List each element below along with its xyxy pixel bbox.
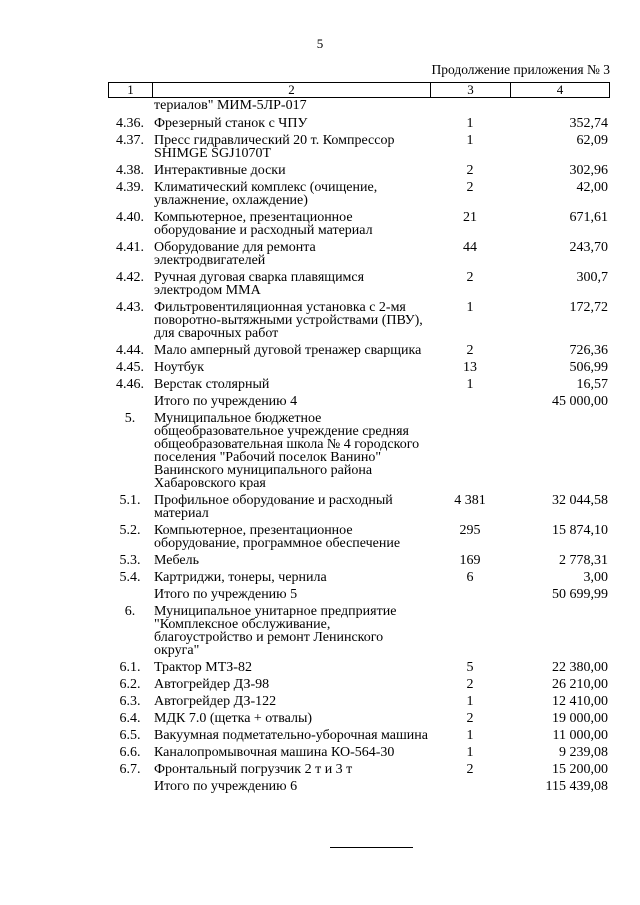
row-amount: 22 380,00 [552,660,608,675]
row-amount: 115 439,08 [545,779,608,794]
row-name: Автогрейдер ДЗ-98 [154,677,270,692]
table-row [108,117,610,130]
row-number: 4.36. [116,116,144,131]
table-row [108,746,610,759]
row-name: Фронтальный погрузчик 2 т и 3 т [154,762,353,777]
row-amount: 11 000,00 [552,728,608,743]
row-amount [510,605,608,657]
row-amount: 45 000,00 [552,394,608,409]
row-number: 6.7. [119,762,141,777]
row-number: 5.1. [119,493,141,508]
row-amount: 671,61 [569,210,608,225]
row-amount: 42,00 [576,180,608,195]
row-quantity: 1 [466,694,474,709]
row-amount: 62,09 [576,133,608,148]
row-name: Фильтровентиляционная установка с 2-мя поворотно-вытяжными устройствами (ПВУ), для сварочных работ [154,300,423,341]
row-amount: 15 200,00 [552,762,608,777]
row-number: 4.44. [116,343,144,358]
row-name: Пресс гидравлический 20 т. Компрессор SHIMGE SGJ1070T [154,133,395,161]
row-number: 6.2. [119,677,141,692]
table-row [108,361,610,374]
row-amount: 302,96 [569,163,608,178]
table-row [108,494,610,520]
row-amount: 15 874,10 [552,523,608,538]
row-name: Картриджи, тонеры, чернила [154,570,327,585]
row-name: Итого по учреждению 4 [154,394,298,409]
row-amount [510,412,608,490]
row-quantity [430,588,510,601]
row-number [108,780,152,793]
row-quantity [430,395,510,408]
row-number: 5.2. [119,523,141,538]
row-number: 4.46. [116,377,144,392]
row-number: 4.40. [116,210,144,225]
table-row [108,99,610,112]
table-row [108,378,610,391]
row-amount: 32 044,58 [552,493,608,508]
page-number: 5 [316,36,324,51]
table-row [108,211,610,237]
row-amount: 300,7 [576,270,608,285]
table-row [108,301,610,340]
row-number: 6. [124,604,136,619]
row-amount: 352,74 [569,116,608,131]
table-header [108,82,610,98]
table-row [108,588,610,601]
row-number: 6.6. [119,745,141,760]
row-name: Мебель [154,553,200,568]
table-row [108,554,610,567]
row-quantity: 1 [466,377,474,392]
table-row [108,271,610,297]
row-quantity: 21 [463,210,477,225]
row-amount: 243,70 [569,240,608,255]
header-col-3: 3 [431,83,511,97]
row-quantity: 2 [466,711,474,726]
row-amount [510,99,608,112]
row-name: Ноутбук [154,360,205,375]
row-quantity [430,412,510,490]
row-quantity: 1 [466,133,474,148]
row-amount: 172,72 [569,300,608,315]
header-col-1: 1 [109,83,153,97]
table-row [108,344,610,357]
row-number: 5.3. [119,553,141,568]
row-number: 4.38. [116,163,144,178]
row-name: Мало амперный дуговой тренажер сварщика [154,343,422,358]
row-number [108,99,152,112]
end-separator-line [330,847,413,848]
row-amount: 9 239,08 [559,745,608,760]
row-quantity: 1 [466,116,474,131]
row-quantity: 1 [466,300,474,315]
row-number: 4.45. [116,360,144,375]
table-row [108,678,610,691]
row-name: териалов" МИМ-5ЛР-017 [154,98,307,113]
row-name: Верстак столярный [154,377,270,392]
row-quantity [430,605,510,657]
row-quantity [430,780,510,793]
row-name: Каналопромывочная машина КО-564-30 [154,745,395,760]
row-name: Итого по учреждению 6 [154,779,298,794]
row-name: МДК 7.0 (щетка + отвалы) [154,711,313,726]
row-number: 4.43. [116,300,144,315]
row-quantity: 1 [466,728,474,743]
row-name: Фрезерный станок с ЧПУ [154,116,308,131]
row-name: Климатический комплекс (очищение, увлажнение, охлаждение) [154,180,378,208]
row-number: 6.5. [119,728,141,743]
row-number: 4.37. [116,133,144,148]
row-quantity: 169 [459,553,481,568]
row-name: Профильное оборудование и расходный материал [154,493,393,521]
table-row [108,181,610,207]
row-amount: 12 410,00 [552,694,608,709]
row-quantity: 2 [466,762,474,777]
header-col-4: 4 [556,82,564,97]
table-row [108,780,610,793]
row-amount: 726,36 [569,343,608,358]
row-quantity: 2 [466,180,474,195]
row-number: 5. [124,411,136,426]
row-name: Компьютерное, презентационное оборудование, программное обеспечение [154,523,401,551]
row-number: 4.39. [116,180,144,195]
row-name: Ручная дуговая сварка плавящимся электродом ММА [154,270,365,298]
row-number [108,395,152,408]
row-quantity: 1 [466,745,474,760]
continuation-label: Продолжение приложения № 3 [431,62,610,77]
table-row [108,395,610,408]
row-name: Трактор МТЗ-82 [154,660,252,675]
row-amount: 506,99 [569,360,608,375]
table-row [108,164,610,177]
row-quantity: 2 [466,343,474,358]
row-number: 6.4. [119,711,141,726]
row-amount: 26 210,00 [552,677,608,692]
row-amount: 16,57 [576,377,608,392]
row-number: 6.1. [119,660,141,675]
table-row [108,524,610,550]
row-quantity: 13 [463,360,477,375]
row-quantity [430,99,510,112]
row-quantity: 44 [463,240,477,255]
row-number: 4.42. [116,270,144,285]
row-number: 6.3. [119,694,141,709]
table-row [108,763,610,776]
table-body [108,99,610,797]
table-row [108,571,610,584]
table-row [108,695,610,708]
row-name: Муниципальное бюджетное общеобразовательное учреждение средняя общеобразовательная школа № 4 городского поселения "Рабочий поселок Ванино" Ванинского муниципального района Хабаровского края [154,411,420,491]
row-name: Автогрейдер ДЗ-122 [154,694,277,709]
row-amount: 19 000,00 [552,711,608,726]
row-quantity: 4 381 [454,493,486,508]
row-name: Компьютерное, презентационное оборудование и расходный материал [154,210,373,238]
table-row [108,729,610,742]
row-amount: 50 699,99 [552,587,608,602]
row-amount: 2 778,31 [559,553,608,568]
table-row [108,661,610,674]
row-quantity: 2 [466,677,474,692]
table-row [108,134,610,160]
row-name: Вакуумная подметательно-уборочная машина [154,728,428,743]
row-number: 4.41. [116,240,144,255]
row-quantity: 295 [459,523,481,538]
table-row [108,712,610,725]
row-quantity: 6 [466,570,474,585]
row-quantity: 2 [466,163,474,178]
table-row [108,605,610,657]
row-quantity: 5 [466,660,474,675]
row-name: Интерактивные доски [154,163,286,178]
row-name: Оборудование для ремонта электродвигателей [154,240,316,268]
row-name: Итого по учреждению 5 [154,587,298,602]
table-row [108,241,610,267]
row-quantity: 2 [466,270,474,285]
row-number: 5.4. [119,570,141,585]
table-row [108,412,610,490]
row-number [108,588,152,601]
header-col-2: 2 [153,83,431,97]
row-amount: 3,00 [583,570,608,585]
row-name: Муниципальное унитарное предприятие "Комплексное обслуживание, благоустройство и ремонт Ленинского округа" [154,604,397,658]
